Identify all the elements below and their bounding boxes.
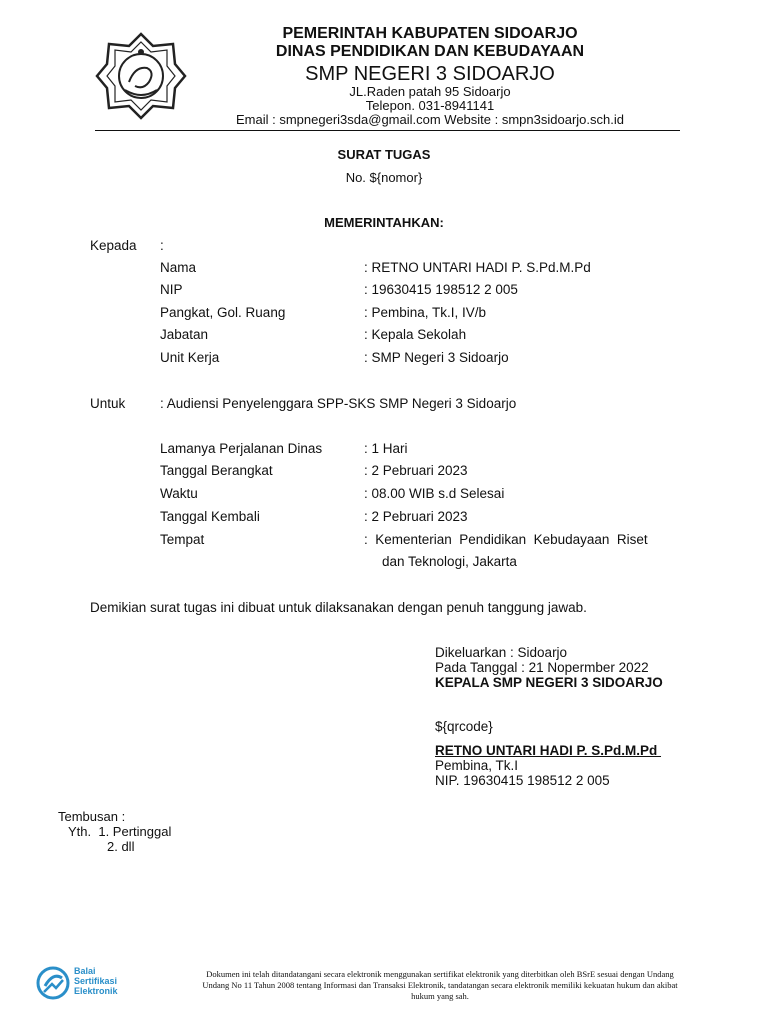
qrcode-placeholder: ${qrcode} [435,719,493,734]
cc-line2: 2. dll [107,839,135,854]
person-value: : Pembina, Tk.I, IV/b [364,305,487,320]
person-value: : SMP Negeri 3 Sidoarjo [364,350,509,365]
footer-disclaimer-3: hukum yang sah. [411,991,469,1001]
school-name: SMP NEGERI 3 SIDOARJO [305,63,555,85]
header-divider [95,130,680,131]
bsre-emblem-icon [36,966,70,1000]
trip-label: Lamanya Perjalanan Dinas [160,441,323,456]
person-label: Jabatan [160,327,209,342]
untuk-label: Untuk [90,396,126,411]
person-value: : RETNO UNTARI HADI P. S.Pd.M.Pd [364,260,591,275]
dept-name: DINAS PENDIDIKAN DAN KEBUDAYAAN [275,43,585,60]
person-label: Unit Kerja [160,350,220,365]
gov-name: PEMERINTAH KABUPATEN SIDOARJO [282,25,578,42]
bsre-text-3: Elektronik [74,986,118,996]
trip-label: Tempat [160,532,205,547]
trip-value: : Kementerian Pendidikan Kebudayaan Riset [364,532,648,547]
trip-label: Tanggal Kembali [160,509,260,524]
trip-value: : 2 Pebruari 2023 [364,509,468,524]
trip-value: : 1 Hari [364,441,408,456]
footer-disclaimer-1: Dokumen ini telah ditandatangani secara elektronik menggunakan sertifikat elektronik yang diterbitkan oleh BSrE sesuai dengan Undang [206,969,674,979]
signer-position: KEPALA SMP NEGERI 3 SIDOARJO [435,675,663,690]
trip-label: Tanggal Berangkat [160,463,273,478]
trip-value: : 08.00 WIB s.d Selesai [364,486,505,501]
kepada-label: Kepada [90,238,137,253]
person-value: : Kepala Sekolah [364,327,467,342]
signer-rank: Pembina, Tk.I [435,758,519,773]
person-label: Nama [160,260,197,275]
person-value: : 19630415 198512 2 005 [364,282,518,297]
school-address: JL.Raden patah 95 Sidoarjo [349,84,511,99]
issued-date: Pada Tanggal : 21 Nopermber 2022 [435,660,649,675]
school-phone: Telepon. 031-8941141 [365,98,495,113]
cc-line1: Yth. 1. Pertinggal [68,824,172,839]
signer-name: RETNO UNTARI HADI P. S.Pd.M.Pd [435,743,662,758]
trip-label: Waktu [160,486,198,501]
school-contact: Email : smpnegeri3sda@gmail.com Website : smpn3sidoarjo.sch.id [236,112,624,127]
person-label: NIP [160,282,183,297]
cc-title: Tembusan : [58,809,126,824]
command-heading: MEMERINTAHKAN: [324,215,444,230]
closing-sentence: Demikian surat tugas ini dibuat untuk dilaksanakan dengan penuh tanggung jawab. [90,600,587,615]
trip-value: : 2 Pebruari 2023 [364,463,468,478]
letter-title: SURAT TUGAS [337,147,431,162]
signer-nip: NIP. 19630415 198512 2 005 [435,773,610,788]
regency-emblem [95,30,187,122]
untuk-value: : Audiensi Penyelenggara SPP-SKS SMP Negeri 3 Sidoarjo [160,396,517,411]
footer-disclaimer-2: Undang No 11 Tahun 2008 tentang Informasi dan Transaksi Elektronik, tandatangan secara elektronik memiliki kekuatan hukum dan akibat [202,980,678,990]
kepada-colon: : [160,238,164,253]
place-line2: dan Teknologi, Jakarta [382,554,517,569]
issued-place: Dikeluarkan : Sidoarjo [435,645,568,660]
letter-number: No. ${nomor} [345,170,423,185]
person-label: Pangkat, Gol. Ruang [160,305,286,320]
bsre-logo [36,966,156,1002]
bsre-text-2: Sertifikasi [74,976,118,986]
bsre-text-1: Balai [74,966,96,976]
